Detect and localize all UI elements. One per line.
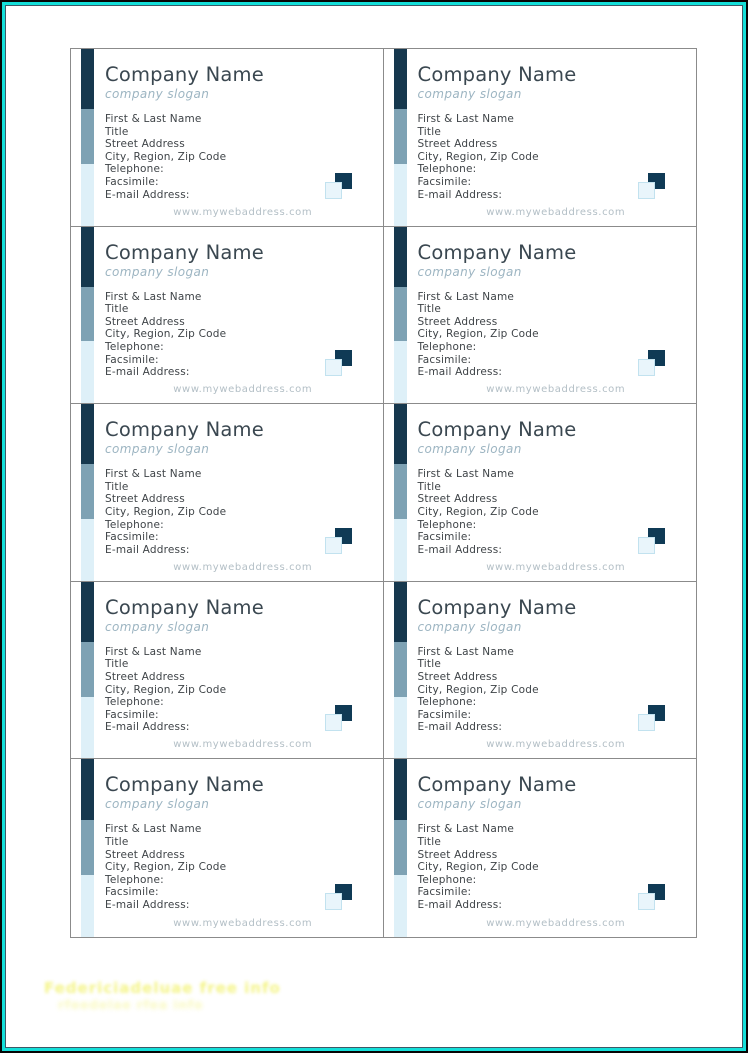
watermark-line2: rfeedelae rfea info	[58, 998, 204, 1012]
stripe-segment-steel	[81, 820, 94, 875]
contact-city: City, Region, Zip Code	[105, 505, 227, 518]
stripe-segment-navy	[81, 227, 94, 287]
stripe-segment-navy	[394, 582, 407, 642]
stripe-segment-pale	[81, 519, 94, 581]
logo-square-light	[325, 182, 342, 199]
accent-stripe	[81, 404, 94, 581]
contact-email: E-mail Address:	[105, 721, 190, 734]
contact-email: E-mail Address:	[417, 721, 503, 734]
contact-facsimile: Facsimile:	[417, 531, 472, 544]
web-address: www.mywebaddress.com	[173, 206, 313, 218]
contact-telephone: Telephone:	[105, 518, 164, 531]
overlapping-squares-icon	[638, 528, 665, 554]
contact-city: City, Region, Zip Code	[105, 683, 227, 696]
contact-city: City, Region, Zip Code	[417, 505, 539, 518]
company-name: Company Name	[105, 418, 264, 442]
web-address: www.mywebaddress.com	[486, 206, 626, 218]
contact-street: Street Address	[417, 138, 498, 151]
contact-title: Title	[105, 835, 129, 848]
stripe-segment-steel	[394, 642, 407, 697]
contact-email: E-mail Address:	[417, 188, 503, 201]
company-name: Company Name	[105, 240, 264, 264]
contact-facsimile: Facsimile:	[105, 353, 159, 366]
contact-street: Street Address	[417, 493, 498, 506]
stripe-segment-pale	[81, 341, 94, 403]
contact-telephone: Telephone:	[417, 873, 477, 886]
logo-square-light	[638, 714, 655, 731]
stripe-segment-navy	[394, 227, 407, 287]
stripe-segment-steel	[394, 109, 407, 164]
business-card	[71, 404, 384, 582]
stripe-segment-navy	[81, 404, 94, 464]
company-name: Company Name	[417, 773, 577, 797]
contact-telephone: Telephone:	[417, 518, 477, 531]
contact-facsimile: Facsimile:	[105, 531, 159, 544]
logo-square-light	[638, 893, 655, 910]
contact-city: City, Region, Zip Code	[105, 328, 227, 341]
contact-email: E-mail Address:	[105, 188, 190, 201]
stripe-segment-steel	[81, 642, 94, 697]
stripe-segment-pale	[394, 341, 407, 403]
contact-street: Street Address	[105, 670, 185, 683]
logo-square-light	[638, 182, 655, 199]
company-name: Company Name	[105, 773, 264, 797]
contact-name: First & Last Name	[105, 468, 202, 481]
company-name: Company Name	[417, 418, 577, 442]
contact-street: Street Address	[105, 315, 185, 328]
stripe-segment-steel	[394, 464, 407, 519]
web-address: www.mywebaddress.com	[486, 561, 626, 573]
contact-telephone: Telephone:	[105, 163, 164, 176]
stripe-segment-steel	[81, 464, 94, 519]
overlapping-squares-icon	[325, 705, 352, 731]
stripe-segment-steel	[394, 287, 407, 342]
business-card	[384, 582, 697, 760]
contact-telephone: Telephone:	[105, 696, 164, 709]
business-card	[71, 227, 384, 405]
accent-stripe	[81, 227, 94, 404]
company-slogan: company slogan	[105, 264, 210, 279]
web-address: www.mywebaddress.com	[173, 384, 313, 396]
contact-facsimile: Facsimile:	[417, 353, 472, 366]
business-card	[384, 49, 697, 227]
accent-stripe	[394, 404, 407, 581]
logo-square-light	[325, 537, 342, 554]
company-slogan: company slogan	[417, 619, 522, 634]
contact-telephone: Telephone:	[417, 696, 477, 709]
company-slogan: company slogan	[417, 797, 522, 812]
contact-facsimile: Facsimile:	[417, 175, 472, 188]
overlapping-squares-icon	[638, 173, 665, 199]
contact-email: E-mail Address:	[417, 366, 503, 379]
contact-street: Street Address	[105, 493, 185, 506]
accent-stripe	[81, 759, 94, 937]
contact-email: E-mail Address:	[105, 898, 190, 911]
business-card	[71, 582, 384, 760]
contact-name: First & Last Name	[417, 823, 515, 836]
stripe-segment-navy	[81, 759, 94, 819]
overlapping-squares-icon	[638, 350, 665, 376]
contact-telephone: Telephone:	[105, 873, 164, 886]
overlapping-squares-icon	[325, 528, 352, 554]
stripe-segment-navy	[394, 49, 407, 109]
stripe-segment-steel	[81, 109, 94, 164]
watermark	[44, 979, 281, 1012]
contact-title: Title	[417, 658, 442, 671]
stripe-segment-pale	[81, 697, 94, 759]
contact-street: Street Address	[105, 138, 185, 151]
contact-city: City, Region, Zip Code	[417, 683, 539, 696]
contact-name: First & Last Name	[105, 290, 202, 303]
stripe-segment-pale	[81, 164, 94, 226]
overlapping-squares-icon	[638, 705, 665, 731]
contact-name: First & Last Name	[105, 113, 202, 125]
contact-email: E-mail Address:	[105, 543, 190, 556]
company-name: Company Name	[417, 595, 577, 619]
stripe-segment-navy	[81, 49, 94, 109]
contact-title: Title	[417, 125, 442, 138]
web-address: www.mywebaddress.com	[486, 739, 626, 751]
stripe-segment-pale	[81, 875, 94, 937]
contact-name: First & Last Name	[417, 113, 515, 125]
contact-title: Title	[417, 835, 442, 848]
contact-telephone: Telephone:	[417, 340, 477, 353]
contact-facsimile: Facsimile:	[417, 886, 472, 899]
company-slogan: company slogan	[105, 442, 210, 457]
stripe-segment-steel	[394, 820, 407, 875]
contact-email: E-mail Address:	[105, 366, 190, 379]
web-address: www.mywebaddress.com	[486, 918, 626, 929]
contact-name: First & Last Name	[417, 290, 515, 303]
logo-square-light	[325, 893, 342, 910]
contact-street: Street Address	[417, 848, 498, 861]
contact-title: Title	[105, 303, 129, 316]
contact-city: City, Region, Zip Code	[417, 328, 539, 341]
overlapping-squares-icon	[325, 173, 352, 199]
overlapping-squares-icon	[325, 884, 352, 910]
contact-facsimile: Facsimile:	[105, 175, 159, 188]
accent-stripe	[81, 49, 94, 226]
contact-city: City, Region, Zip Code	[105, 150, 227, 163]
overlapping-squares-icon	[325, 350, 352, 376]
accent-stripe	[81, 582, 94, 759]
company-name: Company Name	[105, 595, 264, 619]
web-address: www.mywebaddress.com	[173, 918, 313, 929]
contact-title: Title	[105, 658, 129, 671]
accent-stripe	[394, 582, 407, 759]
contact-name: First & Last Name	[105, 823, 202, 836]
company-slogan: company slogan	[105, 87, 210, 101]
business-card	[71, 49, 384, 227]
logo-square-light	[325, 359, 342, 376]
contact-name: First & Last Name	[417, 645, 515, 658]
overlapping-squares-icon	[638, 884, 665, 910]
contact-email: E-mail Address:	[417, 898, 503, 911]
company-slogan: company slogan	[105, 797, 210, 812]
accent-stripe	[394, 227, 407, 404]
web-address: www.mywebaddress.com	[173, 561, 313, 573]
contact-city: City, Region, Zip Code	[417, 150, 539, 163]
contact-telephone: Telephone:	[417, 163, 477, 176]
company-name: Company Name	[105, 63, 264, 86]
web-address: www.mywebaddress.com	[486, 384, 626, 396]
logo-square-light	[325, 714, 342, 731]
contact-email: E-mail Address:	[417, 543, 503, 556]
contact-street: Street Address	[417, 315, 498, 328]
logo-square-light	[638, 359, 655, 376]
company-name: Company Name	[417, 240, 577, 264]
contact-title: Title	[105, 480, 129, 493]
contact-facsimile: Facsimile:	[105, 708, 159, 721]
stripe-segment-pale	[394, 697, 407, 759]
company-name: Company Name	[417, 63, 577, 86]
accent-stripe	[394, 759, 407, 937]
contact-telephone: Telephone:	[105, 340, 164, 353]
web-address: www.mywebaddress.com	[173, 739, 313, 751]
contact-name: First & Last Name	[417, 468, 515, 481]
business-card	[384, 759, 697, 937]
company-slogan: company slogan	[417, 442, 522, 457]
stripe-segment-navy	[394, 759, 407, 819]
contact-title: Title	[105, 125, 129, 138]
stripe-segment-pale	[394, 519, 407, 581]
stripe-segment-steel	[81, 287, 94, 342]
company-slogan: company slogan	[105, 619, 210, 634]
stripe-segment-navy	[81, 582, 94, 642]
company-slogan: company slogan	[417, 87, 522, 101]
contact-street: Street Address	[105, 848, 185, 861]
contact-city: City, Region, Zip Code	[417, 861, 539, 874]
company-slogan: company slogan	[417, 264, 522, 279]
business-card	[71, 759, 384, 937]
accent-stripe	[394, 49, 407, 226]
business-card	[384, 227, 697, 405]
stripe-segment-pale	[394, 164, 407, 226]
contact-title: Title	[417, 480, 442, 493]
stripe-segment-navy	[394, 404, 407, 464]
contact-facsimile: Facsimile:	[417, 708, 472, 721]
business-card	[384, 404, 697, 582]
contact-city: City, Region, Zip Code	[105, 861, 227, 874]
contact-facsimile: Facsimile:	[105, 886, 159, 899]
logo-square-light	[638, 537, 655, 554]
contact-name: First & Last Name	[105, 645, 202, 658]
contact-title: Title	[417, 303, 442, 316]
card-grid	[70, 48, 697, 938]
watermark-line1: Federiciadeluae free info	[44, 979, 281, 997]
contact-street: Street Address	[417, 670, 498, 683]
stripe-segment-pale	[394, 875, 407, 937]
